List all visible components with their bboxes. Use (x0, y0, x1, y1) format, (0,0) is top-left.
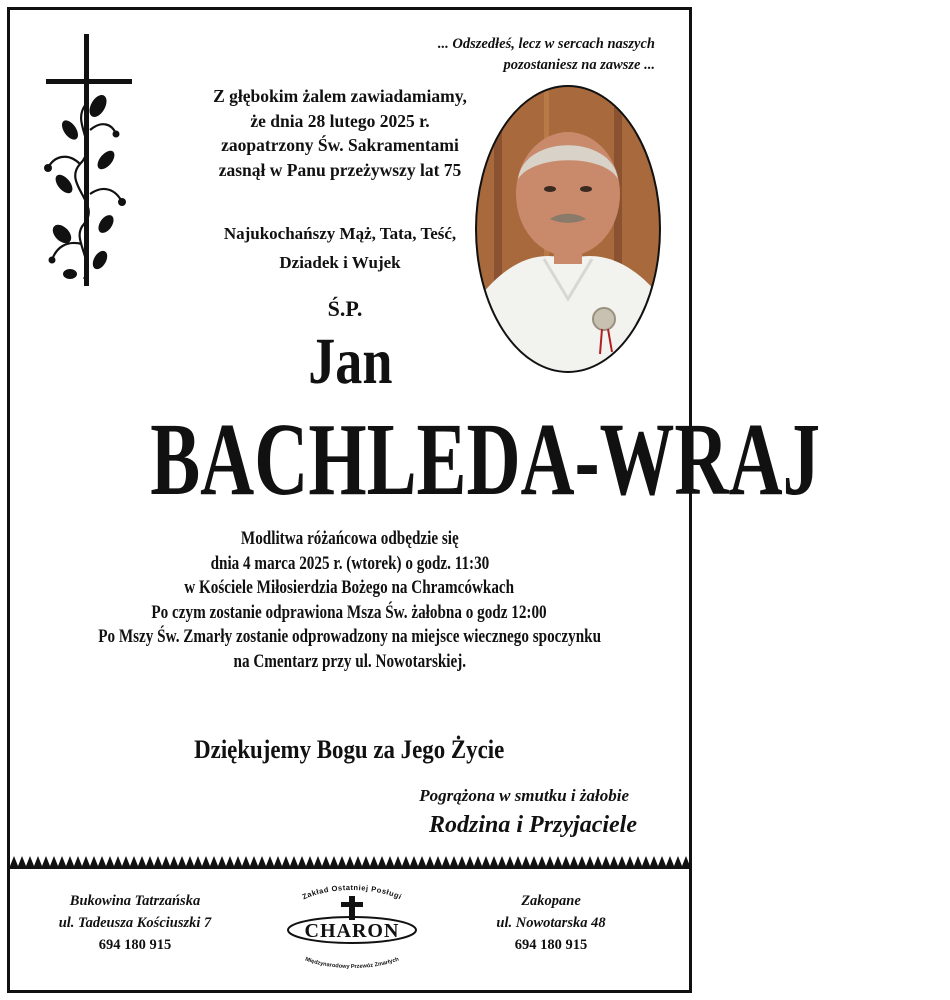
logo-top-text: Zakład Ostatniej Posługi (300, 882, 404, 902)
ceremony-details (20, 527, 679, 674)
thanks-line (20, 732, 679, 768)
svg-text:Międzynarodowy Przewóz Zmarłyc (304, 956, 400, 970)
announcement-line: że dnia 28 lutego 2025 r. (250, 110, 430, 131)
office-phone: 694 180 915 (514, 937, 588, 953)
cross-with-lily-icon (40, 34, 136, 286)
announcement-line: zaopatrzony Św. Sakramentami (221, 135, 459, 155)
surname (20, 400, 821, 520)
given-name (200, 322, 500, 402)
ceremony-line: na Cmentarz przy ul. Nowotarskiej. (233, 651, 466, 672)
surname-text: BACHLEDA-WRAJ (150, 402, 821, 517)
ceremony-line: Modlitwa różańcowa odbędzie się (240, 529, 459, 549)
announcement-line: zasnął w Panu przeżywszy lat 75 (218, 159, 462, 180)
family-line: Najukochańszy Mąż, Tata, Teść, (223, 224, 457, 243)
office-city: Bukowina Tatrzańska (69, 893, 201, 909)
family-line: Dziadek i Wujek (279, 252, 401, 272)
announcement-line: Z głębokim żalem zawiadamiamy, (213, 86, 467, 106)
signature-family: Rodzina i Przyjaciele (429, 812, 637, 838)
office-right (436, 890, 666, 956)
office-street: ul. Nowotarska 48 (496, 915, 606, 931)
charon-logo (272, 880, 432, 970)
logo-bottom-text: Międzynarodowy Przewóz Zmarłych (304, 956, 400, 970)
ceremony-line: dnia 4 marca 2025 r. (wtorek) o godz. 11:30 (210, 553, 489, 574)
motto (438, 34, 655, 76)
portrait-photo (474, 84, 662, 374)
motto-line: ... Odszedłeś, lecz w sercach naszych (437, 36, 655, 52)
sp-abbreviation: Ś.P. (327, 296, 363, 321)
signature-intro: Pogrążona w smutku i żałobie (419, 786, 629, 805)
ceremony-line: Po czym zostanie odprawiona Msza Św. żałobna o godz 12:00 (151, 602, 548, 623)
thanks-text: Dziękujemy Bogu za Jego Życie (194, 735, 505, 764)
motto-line: pozostaniesz na zawsze ... (503, 57, 655, 73)
ceremony-line: Po Mszy Św. Zmarły zostanie odprowadzony na miejsce wiecznego spoczynku (98, 627, 601, 647)
announcement-text (150, 84, 530, 182)
ceremony-line: w Kościele Miłosierdzia Bożego na Chramcówkach (184, 578, 515, 598)
family-relation (150, 220, 530, 277)
given-name-text: Jan (307, 325, 393, 398)
office-left (20, 890, 250, 956)
decorative-zigzag-strip (10, 856, 689, 866)
logo-name: CHARON (304, 920, 400, 942)
office-phone: 694 180 915 (98, 937, 172, 953)
office-city: Zakopane (521, 893, 581, 909)
office-street: ul. Tadeusza Kościuszki 7 (58, 915, 212, 931)
footer-divider (10, 866, 689, 869)
